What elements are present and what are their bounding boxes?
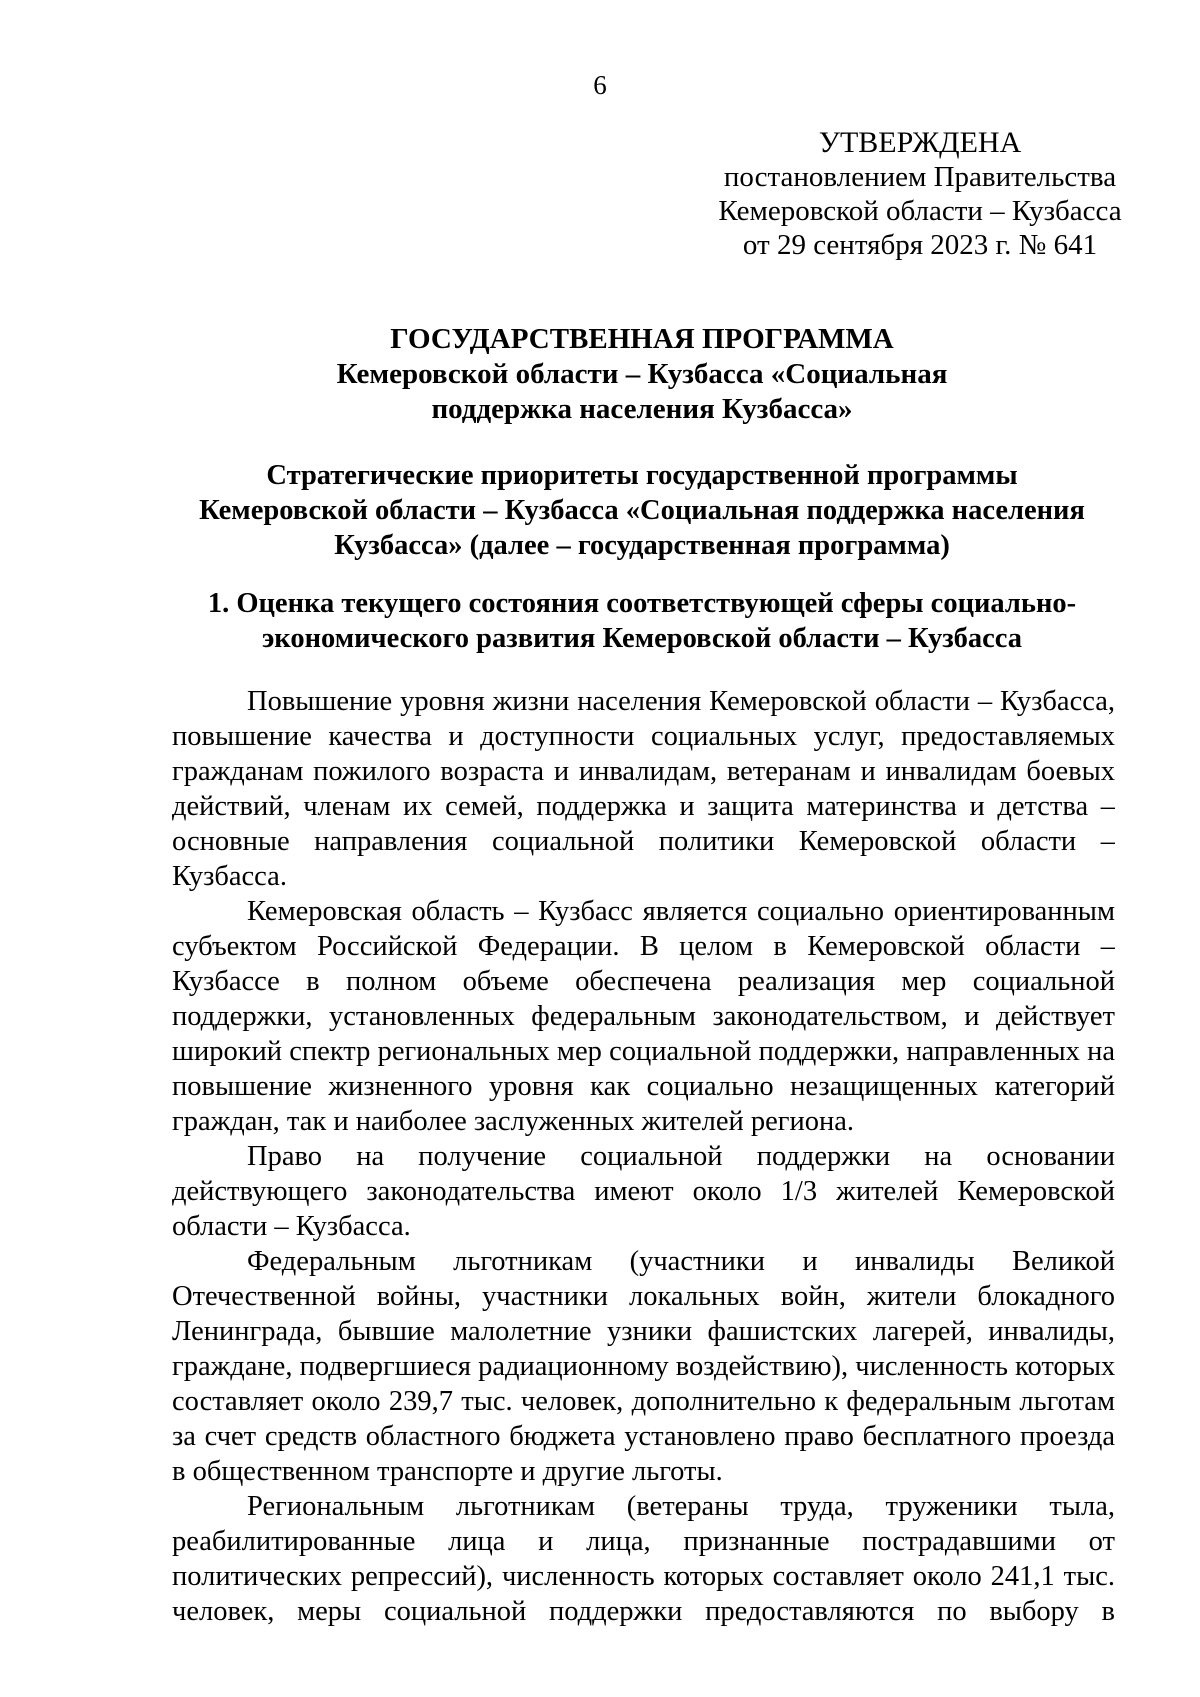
heading-line: экономического развития Кемеровской области – Кузбасса xyxy=(261,623,1023,654)
paragraph xyxy=(172,1139,1115,1244)
paragraph xyxy=(172,684,1115,894)
text-line: Отечественной войны, участники локальных войн, жители блокадного xyxy=(172,1281,1115,1312)
heading-line: 1. Оценка текущего состояния соответствующей сферы социально- xyxy=(207,588,1077,619)
program-name-line: поддержка населения Кузбасса» xyxy=(431,393,853,425)
text-line: гражданам пожилого возраста и инвалидам, ветеранам и инвалидам боевых xyxy=(172,756,1115,787)
text-line: Ленинграда, бывшие малолетние узники фашистских лагерей, инвалиды, xyxy=(172,1316,1115,1347)
text-line: основные направления социальной политики Кемеровской области – xyxy=(172,826,1115,857)
text-line: повышение качества и доступности социальных услуг, предоставляемых xyxy=(172,721,1115,752)
approval-line: Кемеровской области – Кузбасса xyxy=(718,195,1122,227)
text-line: Право на получение социальной поддержки на основании xyxy=(247,1141,1115,1172)
text-line: Повышение уровня жизни населения Кемеровской области – Кузбасса, xyxy=(247,686,1115,717)
body-text xyxy=(172,684,1115,1629)
text-line: действующего законодательства имеют около 1/3 жителей Кемеровской xyxy=(172,1176,1115,1207)
paragraph xyxy=(172,1489,1115,1629)
text-line: человек, меры социальной поддержки предоставляются по выбору в xyxy=(172,1596,1115,1627)
heading-line: Стратегические приоритеты государственной программы xyxy=(266,460,1018,491)
text-line: Кузбассе в полном объеме обеспечена реализация мер социальной xyxy=(172,966,1115,997)
text-line: Федеральным льготникам (участники и инвалиды Великой xyxy=(247,1246,1115,1277)
priorities-heading xyxy=(170,458,1114,563)
text-line: Региональным льготникам (ветераны труда, труженики тыла, xyxy=(247,1491,1115,1522)
heading-line: Кузбасса» (далее – государственная программа) xyxy=(334,530,950,561)
text-line: поддержки, установленных федеральным законодательством, и действует xyxy=(172,1001,1115,1032)
paragraph xyxy=(172,894,1115,1139)
text-line: субъектом Российской Федерации. В целом в Кемеровской области – xyxy=(172,931,1115,962)
heading-line: Кемеровской области – Кузбасса «Социальная поддержка населения xyxy=(199,495,1085,526)
text-line: широкий спектр региональных мер социальной поддержки, направленных на xyxy=(172,1036,1115,1067)
text-line: повышение жизненного уровня как социально незащищенных категорий xyxy=(172,1071,1115,1102)
section-heading xyxy=(170,586,1114,656)
text-line: за счет средств областного бюджета установлено право бесплатного проезда xyxy=(172,1421,1115,1452)
text-line: политических репрессий), численность которых составляет около 241,1 тыс. xyxy=(172,1561,1115,1592)
text-line: реабилитированные лица и лица, признанные пострадавшими от xyxy=(172,1526,1115,1557)
text-line: Кузбасса. xyxy=(172,861,287,892)
text-line: граждане, подвергшиеся радиационному воздействию), численность которых xyxy=(172,1351,1115,1382)
page-number: 6 xyxy=(593,70,607,100)
text-line: граждан, так и наиболее заслуженных жителей региона. xyxy=(172,1106,854,1137)
approval-block xyxy=(690,126,1150,262)
text-line: составляет около 239,7 тыс. человек, дополнительно к федеральным льготам xyxy=(172,1386,1115,1417)
text-line: действий, членам их семей, поддержка и защита материнства и детства – xyxy=(172,791,1115,822)
text-line: области – Кузбасса. xyxy=(172,1211,411,1242)
paragraph xyxy=(172,1244,1115,1489)
approval-line: от 29 сентября 2023 г. № 641 xyxy=(742,229,1098,261)
program-name-line: Кемеровской области – Кузбасса «Социальная xyxy=(336,358,948,390)
program-title xyxy=(170,322,1114,427)
text-line: Кемеровская область – Кузбасс является социально ориентированным xyxy=(247,896,1115,927)
approval-title: УТВЕРЖДЕНА xyxy=(818,126,1022,159)
approval-line: постановлением Правительства xyxy=(723,161,1117,193)
text-line: в общественном транспорте и другие льготы. xyxy=(172,1456,723,1487)
program-type: ГОСУДАРСТВЕННАЯ ПРОГРАММА xyxy=(390,323,894,355)
